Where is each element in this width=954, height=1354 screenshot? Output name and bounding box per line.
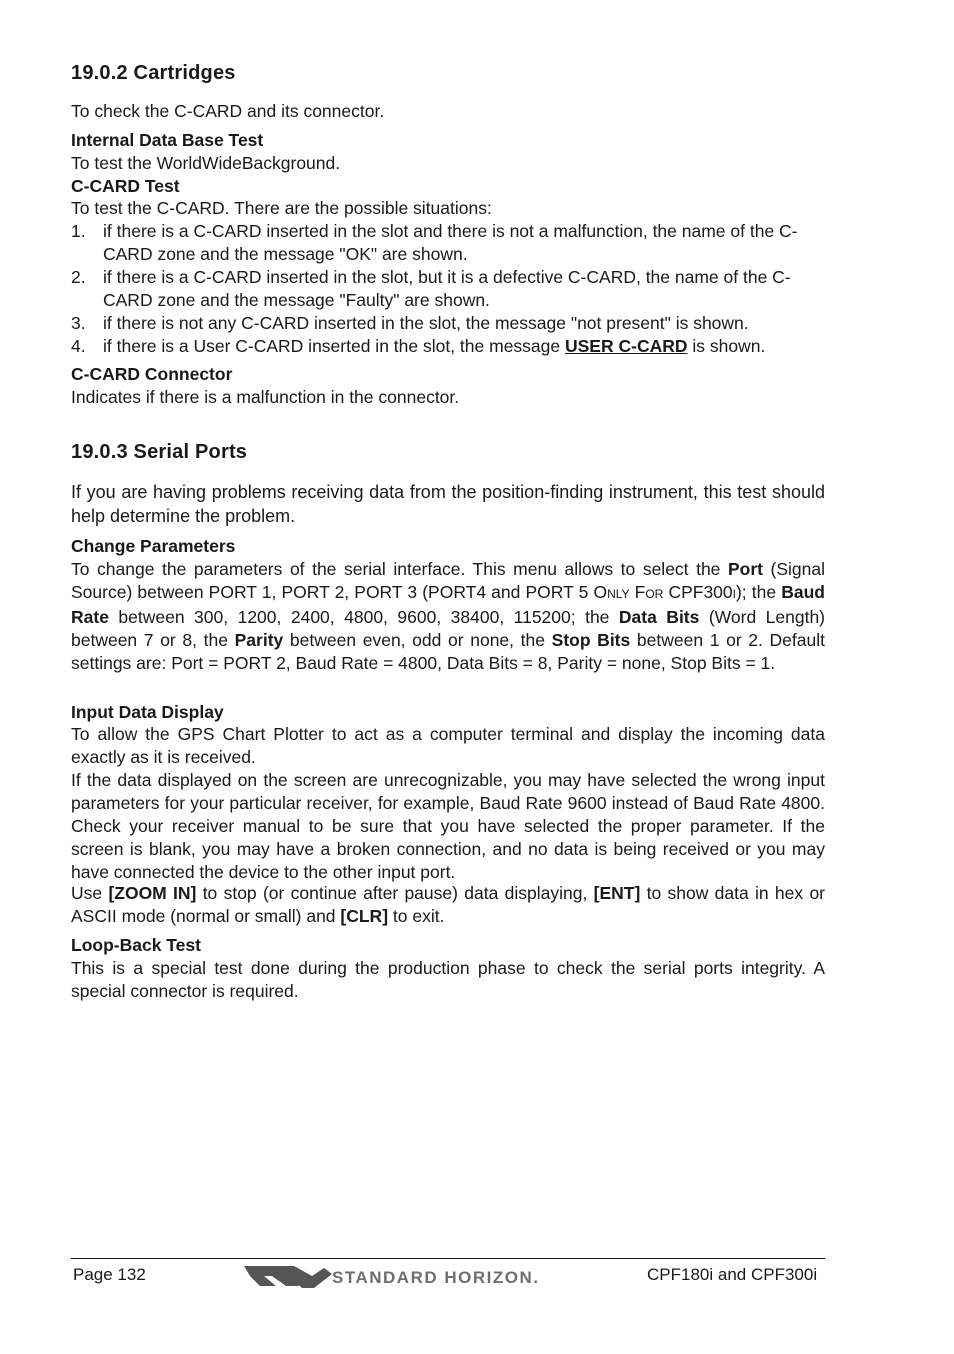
section-heading-serial-ports: 19.0.3 Serial Ports [71,441,248,463]
input-data-display-text-1: To allow the GPS Chart Plotter to act as a computer terminal and display the incoming data exactly as it is received. [71,724,825,767]
subheading-input-data-display: Input Data Display [71,702,224,722]
list-item [71,312,825,335]
model-name: CPF180i and CPF300i [647,1265,818,1284]
text-run-smallcaps: NLY [607,587,630,601]
text-run: (Word Length) between 7 or 8, the [71,607,825,650]
term-data-bits: Data Bits [618,607,700,627]
list-item-number: 4. [71,336,86,356]
key-clr: [CLR] [340,906,389,926]
text-run: to stop (or continue after pause) data displaying, [196,883,594,903]
text-run: F [629,582,646,602]
change-parameters-text [71,558,825,675]
text-run: O [593,582,608,602]
ccard-connector-text: Indicates if there is a malfunction in the connector. [71,387,460,407]
list-item-text-post: is shown. [687,336,766,356]
list-item-number: 1. [71,221,86,241]
list-item-number: 3. [71,313,86,333]
ccard-situations-list [71,220,825,358]
loop-back-test-text: This is a special test done during the production phase to check the serial ports integrity. A special connector is required. [71,958,825,1001]
cartridges-intro: To check the C-CARD and its connector. [71,101,385,121]
text-run: ); the [735,582,782,602]
input-data-display-text-3 [71,882,825,928]
list-item [71,220,825,266]
text-run: to show data in hex or ASCII mode (normal or small) and [71,883,826,926]
text-run: To change the parameters of the serial interface. This menu allows to select the [71,559,728,579]
list-item [71,335,825,358]
list-item-text: if there is a C-CARD inserted in the slot, but it is a defective C-CARD, the name of the C-CARD zone and the message "Faulty" are shown. [103,267,791,310]
brand-name: STANDARD HORIZON. [332,1268,540,1287]
text-run: to exit. [388,906,445,926]
text-run: between 1 or 2. Default settings are: Port = PORT 2, Baud Rate = 4800, Data Bits = 8, Parity = none, Stop Bits = 1. [71,630,825,673]
text-run: between even, odd or none, the [283,630,552,650]
input-data-display-text-2: If the data displayed on the screen are unrecognizable, you may have selected the wrong input parameters for your particular receiver, for example, Baud Rate 9600 instead of Baud Rate 4800. Check your receiver manual to be sure that you have selected the proper parameter. If the screen is blank, you may have a broken connection, and no data is being received or you may have connected the device to the other input port. [71,770,825,882]
key-ent: [ENT] [593,883,641,903]
user-ccard-message: USER C-CARD [565,336,688,356]
section-heading-cartridges: 19.0.2 Cartridges [71,62,236,84]
text-run: between 300, 1200, 2400, 4800, 9600, 38400, 115200; the [108,607,619,627]
text-run-smallcaps: OR [645,587,664,601]
term-stop-bits: Stop Bits [551,630,631,650]
text-run: (Signal Source) between PORT 1, PORT 2, PORT 3 (PORT4 and PORT 5 [71,559,825,602]
list-item [71,266,825,312]
subheading-internal-db-test: Internal Data Base Test [71,130,264,150]
footer-divider [71,1258,825,1259]
internal-db-test-text: To test the WorldWideBackground. [71,153,341,173]
subheading-ccard-connector: C-CARD Connector [71,364,233,384]
list-item-text-pre: if there is a User C-CARD inserted in the slot, the message [103,336,565,356]
subheading-change-parameters: Change Parameters [71,536,236,556]
text-run: Use [71,883,109,903]
term-port: Port [727,559,763,579]
subheading-loop-back-test: Loop-Back Test [71,935,201,955]
key-zoom-in: [ZOOM IN] [108,883,197,903]
standard-horizon-logo [242,1262,602,1290]
list-item-text: if there is not any C-CARD inserted in the slot, the message "not present" is shown. [103,313,749,333]
page-number: Page 132 [73,1265,146,1284]
subheading-ccard-test: C-CARD Test [71,176,180,196]
term-parity: Parity [234,630,284,650]
logo-mark-icon [244,1266,332,1288]
text-run: CPF300 [663,582,733,602]
ccard-test-text: To test the C-CARD. There are the possible situations: [71,198,492,218]
list-item-number: 2. [71,267,86,287]
text-run-smallcaps: I [732,587,736,601]
list-item-text: if there is a C-CARD inserted in the slot and there is not a malfunction, the name of the C-CARD zone and the message "OK" are shown. [103,221,798,264]
serial-ports-intro: If you are having problems receiving data from the position-finding instrument, this test should help determine the problem. [71,482,825,526]
term-baud-rate: Baud Rate [71,582,825,627]
